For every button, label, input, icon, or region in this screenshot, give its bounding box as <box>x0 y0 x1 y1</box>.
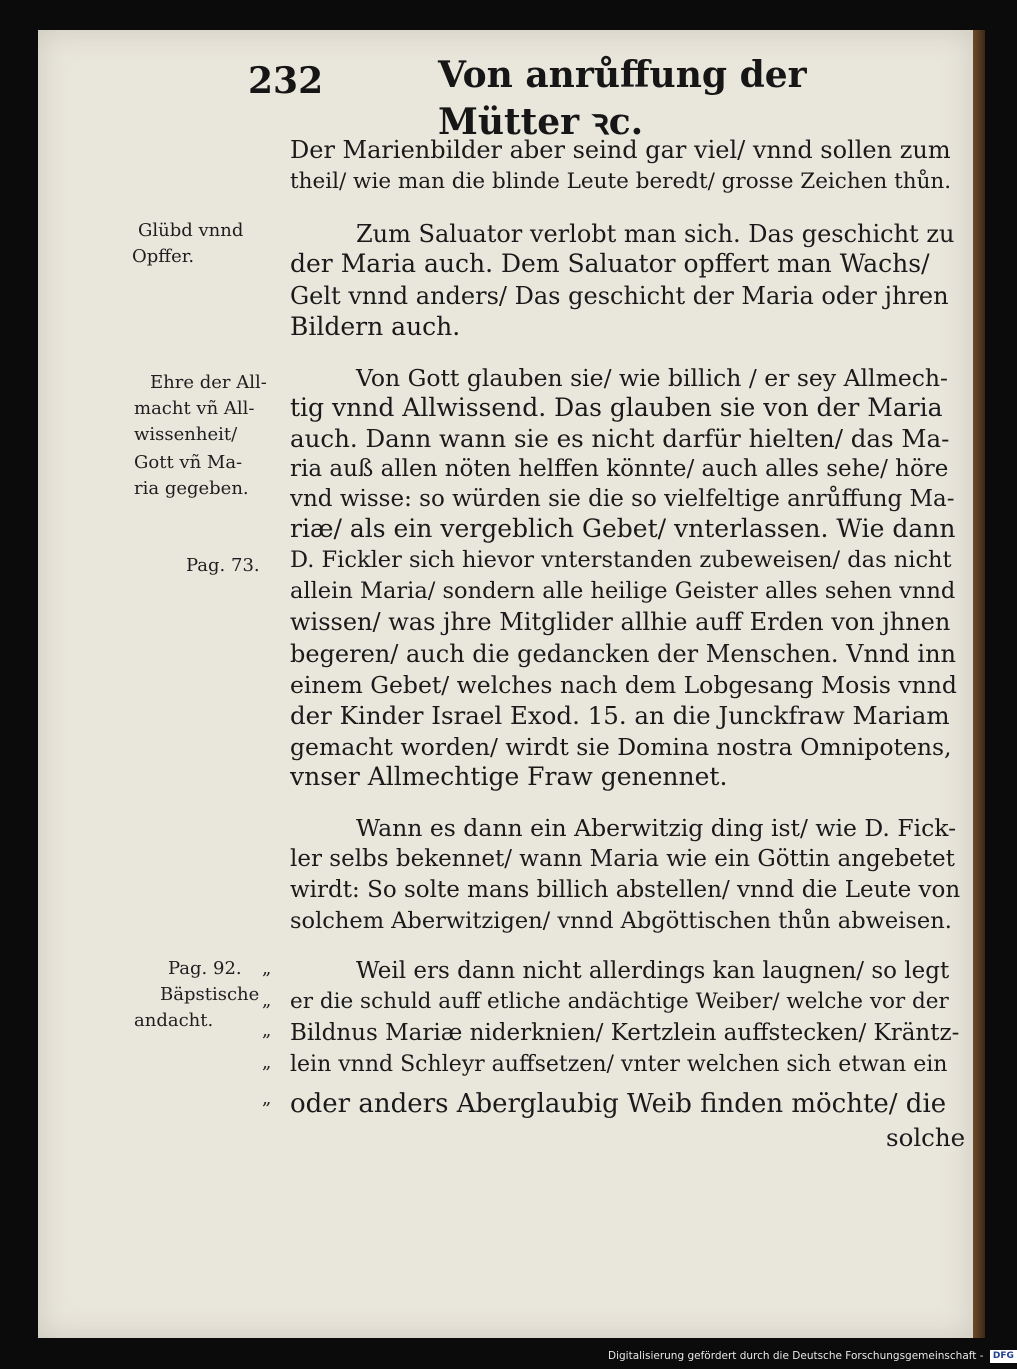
text-line: theil/ wie man die blinde Leute beredt/ grosse Zeichen thůn. <box>290 169 952 194</box>
text-line: solchem Aberwitzigen/ vnnd Abgöttischen thůn abweisen. <box>290 908 952 934</box>
text-line: wirdt: So solte mans billich abstellen/ vnnd die Leute von <box>290 877 961 903</box>
margin-note: ria gegeben. <box>134 478 249 499</box>
digitization-credit <box>608 1346 1014 1366</box>
margin-note: Opffer. <box>132 246 195 267</box>
text-line: vnser Allmechtige Fraw genennet. <box>290 762 728 791</box>
text-line: auch. Dann wann sie es nicht darfür hielten/ das Ma- <box>290 424 950 453</box>
book-spine-edge <box>973 30 985 1338</box>
running-title: Von anrůffung der Mütter ꝛc. <box>438 54 807 143</box>
text-line: der Maria auch. Dem Saluator opffert man Wachs/ <box>290 249 930 278</box>
text-line: einem Gebet/ welches nach dem Lobgesang Mosis vnnd <box>290 671 957 699</box>
text-line: er die schuld auff etliche andächtige Weiber/ welche vor der <box>290 989 949 1014</box>
margin-note: Ehre der All- <box>150 372 267 393</box>
paragraph-start-line: Zum Saluator verlobt man sich. Das geschicht zu <box>356 220 955 248</box>
quotation-mark: „ <box>262 958 272 979</box>
credit-text: Digitalisierung gefördert durch die Deutsche Forschungsgemeinschaft - <box>608 1350 984 1362</box>
text-line: begeren/ auch die gedancken der Menschen. Vnnd inn <box>290 640 956 668</box>
text-line: gemacht worden/ wirdt sie Domina nostra Omnipotens, <box>290 733 952 761</box>
margin-note: Gott vñ Ma- <box>134 452 243 473</box>
text-line: Bildnus Mariæ niderknien/ Kertzlein auffstecken/ Kräntz- <box>290 1020 960 1046</box>
paragraph-start-line: Von Gott glauben sie/ wie billich / er sey Allmech- <box>356 364 948 392</box>
paragraph-start-line: Weil ers dann nicht allerdings kan laugnen/ so legt <box>356 958 950 984</box>
margin-note: macht vñ All- <box>134 398 255 419</box>
text-line: der Kinder Israel Exod. 15. an die Junckfraw Mariam <box>290 701 950 730</box>
dfg-logo: DFG <box>990 1350 1017 1363</box>
quotation-mark: „ <box>262 1020 272 1041</box>
text-line: lein vnnd Schleyr auffsetzen/ vnter welchen sich etwan ein <box>290 1052 948 1077</box>
page-number: 232 <box>248 60 324 102</box>
margin-note: wissenheit/ <box>134 424 238 445</box>
text-line: ria auß allen nöten helffen könnte/ auch alles sehe/ höre <box>290 456 949 482</box>
text-line: allein Maria/ sondern alle heilige Geister alles sehen vnnd <box>290 578 956 604</box>
paragraph-start-line: Wann es dann ein Aberwitzig ding ist/ wie D. Fick- <box>356 814 957 842</box>
margin-note: andacht. <box>134 1010 214 1031</box>
quotation-mark: „ <box>262 1088 272 1109</box>
text-line: Gelt vnnd anders/ Das geschicht der Maria oder jhren <box>290 282 949 310</box>
text-line: wissen/ was jhre Mitglider allhie auff Erden von jhnen <box>290 608 951 636</box>
quotation-mark: „ <box>262 990 272 1011</box>
page-reference: Pag. 92. <box>168 958 242 979</box>
quotation-mark: „ <box>262 1052 272 1073</box>
text-line: Bildern auch. <box>290 312 461 341</box>
text-line: riæ/ als ein vergeblich Gebet/ vnterlassen. Wie dann <box>290 514 956 543</box>
text-line: Der Marienbilder aber seind gar viel/ vnnd sollen zum <box>290 136 951 164</box>
margin-note: Glübd vnnd <box>138 220 244 241</box>
page-header <box>248 52 908 143</box>
text-line: ler selbs bekennet/ wann Maria wie ein Göttin angebetet <box>290 846 955 872</box>
margin-note: Bäpstische <box>160 984 260 1005</box>
text-line: D. Fickler sich hievor vnterstanden zubeweisen/ das nicht <box>290 547 952 573</box>
catchword: solche <box>886 1123 966 1152</box>
text-line: tig vnnd Allwissend. Das glauben sie von der Maria <box>290 393 943 422</box>
page-reference: Pag. 73. <box>186 555 260 576</box>
text-line: oder anders Aberglaubig Weib finden möchte/ die <box>290 1089 947 1119</box>
text-line: vnd wisse: so würden sie die so vielfeltige anrůffung Ma- <box>290 486 955 512</box>
